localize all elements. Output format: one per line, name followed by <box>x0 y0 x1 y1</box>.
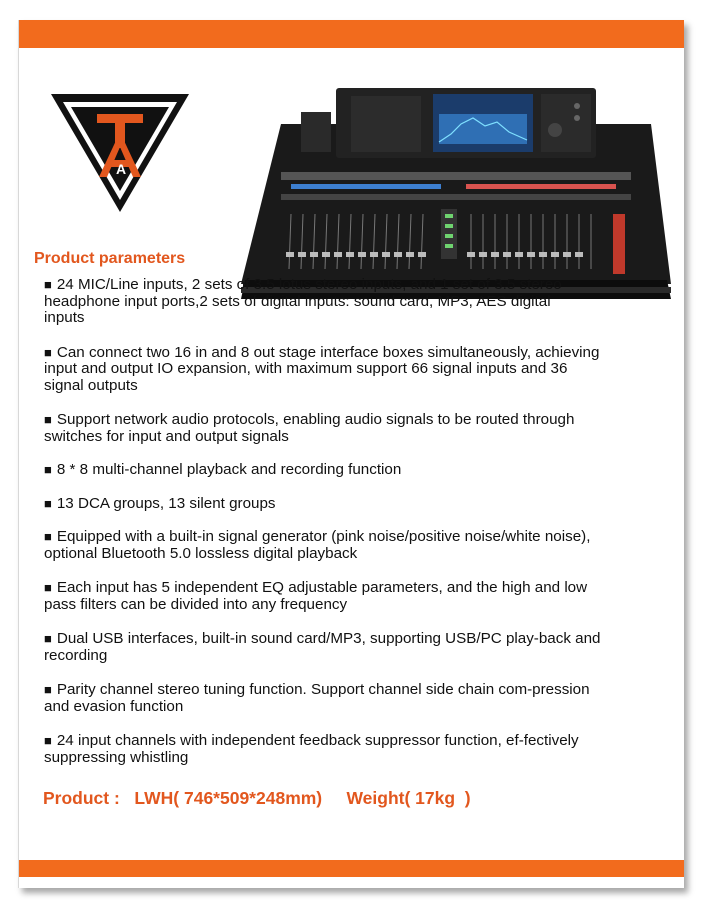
bottom-orange-band <box>19 860 684 877</box>
bullet-icon: ■ <box>44 462 52 477</box>
parameter-text: Dual USB interfaces, built-in sound card/MP3, supporting USB/PC play-back and recording <box>44 630 601 664</box>
bullet-icon: ■ <box>44 277 52 292</box>
bullet-icon: ■ <box>44 412 52 427</box>
parameter-text: 8 * 8 multi-channel playback and recording function <box>56 461 402 478</box>
parameter-item <box>44 580 604 613</box>
bullet-icon: ■ <box>44 495 52 511</box>
bullet-icon: ■ <box>44 733 52 748</box>
parameter-text: 24 MIC/Line inputs, 2 sets of 3.5 lotus stereo inputs, and 1 set of 3.5 stereo headphone input ports,2 sets of digital inputs: sound card, MP3, AES digital inputs <box>44 276 562 326</box>
parameter-item <box>44 529 609 562</box>
parameter-item <box>44 496 614 513</box>
parameter-text: 13 DCA groups, 13 silent groups <box>56 494 276 512</box>
logo-letter-a: A <box>116 161 127 177</box>
section-heading: Product parameters <box>34 250 186 267</box>
bullet-icon: ■ <box>44 682 52 697</box>
parameter-item <box>44 412 604 445</box>
parameter-text: Parity channel stereo tuning function. Support channel side chain com-pression and evasion function <box>44 681 590 715</box>
bullet-icon: ■ <box>44 529 52 544</box>
bullet-icon: ■ <box>44 631 52 646</box>
parameter-item <box>44 345 604 395</box>
mixer-console-image <box>241 84 671 304</box>
parameter-item <box>44 462 614 479</box>
top-orange-band <box>19 20 684 48</box>
parameter-item <box>44 277 579 327</box>
parameter-text: Support network audio protocols, enabling audio signals to be routed through switches for input and output signals <box>44 411 575 445</box>
bullet-icon: ■ <box>44 580 52 595</box>
parameter-text: Each input has 5 independent EQ adjustable parameters, and the high and low pass filters can be divided into any frequency <box>44 579 588 613</box>
parameter-item <box>44 631 604 664</box>
product-spec-line <box>43 788 471 809</box>
parameter-item <box>44 682 599 715</box>
parameter-item <box>44 733 589 766</box>
parameter-text: Can connect two 16 in and 8 out stage interface boxes simultaneously, achieving input and output IO expansion, with maximum support 66 signal inputs and 36 signal outputs <box>44 343 600 394</box>
brand-logo <box>49 92 191 214</box>
product-weight: Weight( 17kg ) <box>346 788 471 808</box>
bullet-icon: ■ <box>44 344 52 360</box>
parameter-text: Equipped with a built-in signal generator (pink noise/positive noise/white noise), optional Bluetooth 5.0 lossless digital playback <box>44 528 591 562</box>
parameter-text: 24 input channels with independent feedback suppressor function, ef-fectively suppressing whistling <box>44 732 579 766</box>
product-dimensions: LWH( 746*509*248mm) <box>134 788 323 808</box>
parameter-list <box>44 275 614 766</box>
product-label: Product : <box>43 788 120 808</box>
